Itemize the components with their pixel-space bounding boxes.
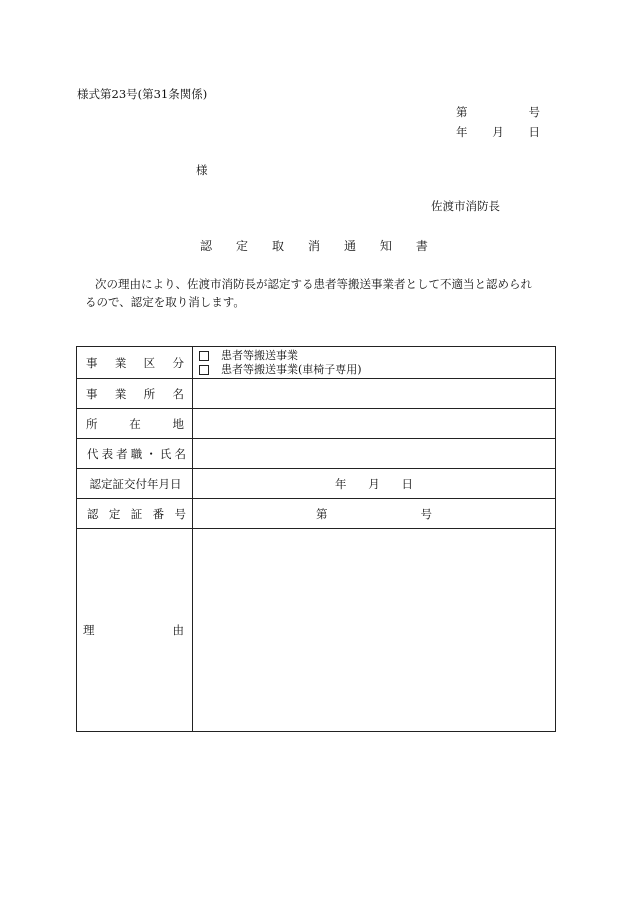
cert-number-prefix: 第 — [316, 506, 328, 521]
label-office-name: 事 業 所 名 — [77, 379, 193, 409]
title-char: 書 — [415, 239, 428, 253]
body-line-2: るので、認定を取り消します。 — [85, 295, 245, 309]
issue-date-month: 月 — [368, 476, 380, 491]
title-char: 取 — [271, 239, 284, 253]
checkbox-icon[interactable] — [199, 351, 209, 361]
office-name-field[interactable] — [193, 379, 556, 409]
date-year: 年 — [456, 125, 468, 139]
body-paragraph — [85, 275, 560, 311]
row-cert-number — [77, 499, 556, 529]
label-issue-date: 認定証交付年月日 — [77, 469, 193, 499]
row-reason — [77, 529, 556, 732]
date-month: 月 — [492, 125, 504, 139]
addressee-suffix: 様 — [196, 163, 208, 177]
document-date-line — [456, 124, 540, 140]
date-day: 日 — [528, 125, 540, 139]
checkbox-icon[interactable] — [199, 365, 209, 375]
option-wheelchair-transport[interactable]: 患者等搬送事業(車椅子専用) — [199, 363, 555, 377]
cert-number-field[interactable] — [193, 499, 556, 529]
title-char: 認 — [200, 239, 213, 253]
label-representative: 代 表 者 職 ・ 氏 名 — [77, 439, 193, 469]
row-office-name — [77, 379, 556, 409]
row-representative — [77, 439, 556, 469]
row-location — [77, 409, 556, 439]
issue-date-day: 日 — [401, 476, 413, 491]
form-number: 様式第23号(第31条関係) — [77, 87, 208, 101]
label-business-type: 事 業 区 分 — [77, 347, 193, 379]
row-issue-date — [77, 469, 556, 499]
representative-field[interactable] — [193, 439, 556, 469]
issue-date-year: 年 — [335, 476, 347, 491]
issue-date-field[interactable] — [193, 469, 556, 499]
label-reason: 理 由 — [77, 529, 193, 732]
business-type-options — [193, 347, 556, 379]
title-char: 通 — [343, 239, 356, 253]
number-suffix: 号 — [528, 105, 540, 119]
label-cert-number: 認 定 証 番 号 — [77, 499, 193, 529]
title-char: 定 — [235, 239, 248, 253]
document-title — [200, 237, 428, 254]
location-field[interactable] — [193, 409, 556, 439]
document-number-line — [456, 104, 540, 120]
number-prefix: 第 — [456, 105, 468, 119]
sender-name: 佐渡市消防長 — [431, 199, 500, 213]
row-business-type — [77, 347, 556, 379]
cert-number-suffix: 号 — [420, 506, 432, 521]
title-char: 知 — [379, 239, 392, 253]
option-patient-transport[interactable]: 患者等搬送事業 — [199, 349, 555, 363]
label-location: 所 在 地 — [77, 409, 193, 439]
body-line-1: 次の理由により、佐渡市消防長が認定する患者等搬送事業者として不適当と認められ — [95, 277, 532, 291]
details-table — [76, 346, 556, 732]
title-char: 消 — [307, 239, 320, 253]
reason-field[interactable] — [193, 529, 556, 732]
